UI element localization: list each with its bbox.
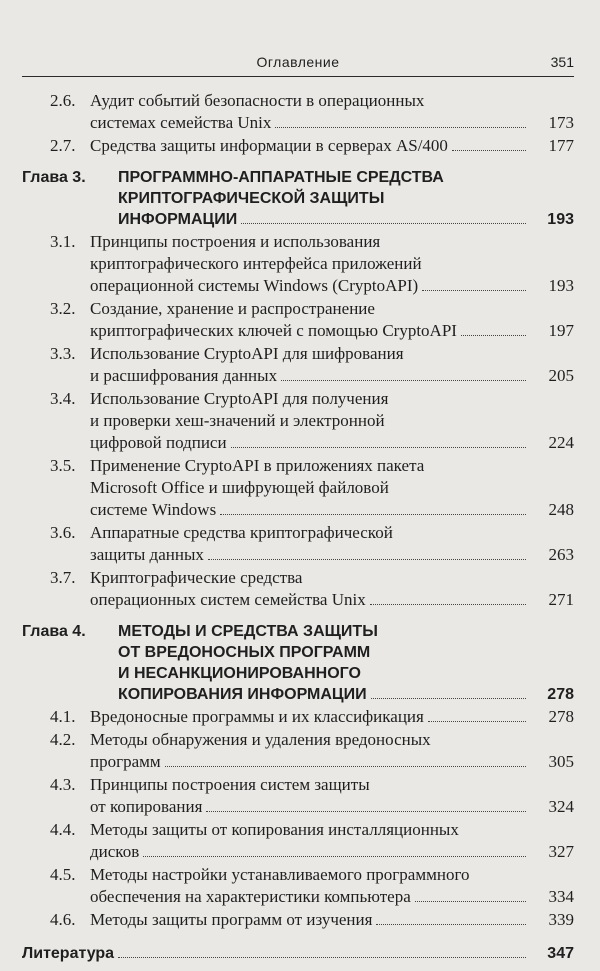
toc-entry-number: 3.7. (50, 568, 76, 587)
toc-page-number: 305 (548, 752, 574, 771)
dot-leader (241, 211, 526, 224)
toc-entry-number: 3.2. (50, 299, 76, 318)
dot-leader (422, 278, 526, 291)
toc-entry-title-line: операционных систем семейства Unix (90, 589, 528, 611)
toc-page-number: 193 (548, 276, 574, 295)
toc-page-number: 347 (547, 945, 574, 962)
dot-leader (370, 592, 526, 605)
toc-entry-title-line: МЕТОДЫ И СРЕДСТВА ЗАЩИТЫ (118, 623, 378, 640)
toc-entry-number: 3.4. (50, 389, 76, 408)
toc-entry-title-line: Создание, хранение и распространение (90, 299, 375, 318)
toc-entry-number: Глава 4. (22, 623, 86, 640)
toc-page-number: 248 (548, 500, 574, 519)
toc-chapter (22, 621, 574, 705)
toc-entry-number: 4.2. (50, 730, 76, 749)
toc-page-number: 205 (548, 366, 574, 385)
toc-entry-title-line: дисков (90, 841, 528, 863)
toc-entry-number: 4.5. (50, 865, 76, 884)
toc-entry-number: 3.3. (50, 344, 76, 363)
toc-entry-title-line: и проверки хеш-значений и электронной (90, 411, 385, 430)
toc-entry-title-line: Принципы построения систем защиты (90, 775, 370, 794)
toc-entry-title-line: Аппаратные средства криптографической (90, 523, 393, 542)
toc-entry-title-line: Принципы построения и использования (90, 232, 381, 251)
toc-entry-title-line: КОПИРОВАНИЯ ИНФОРМАЦИИ (118, 684, 528, 705)
toc-entry-title-line: Применение CryptoAPI в приложениях пакета (90, 456, 425, 475)
toc-entry-title-line: защиты данных (90, 544, 528, 566)
toc-section (22, 864, 574, 908)
toc-entry-title-line: криптографических ключей с помощью CryptoAPI (90, 320, 528, 342)
dot-leader (281, 368, 526, 381)
toc-section (22, 455, 574, 521)
toc-page-number: 173 (548, 113, 574, 132)
dot-leader (220, 502, 526, 515)
dot-leader (118, 945, 526, 958)
toc-entry-title-line: криптографического интерфейса приложений (90, 254, 422, 273)
toc-entry-number: 2.7. (50, 136, 76, 155)
dot-leader (231, 435, 526, 448)
toc-page-number: 197 (548, 321, 574, 340)
toc-page-number: 263 (548, 545, 574, 564)
toc-entry-title-line: ИНФОРМАЦИИ (118, 209, 528, 230)
dot-leader (275, 115, 526, 128)
toc-entry-number: 4.4. (50, 820, 76, 839)
toc-entry-title-line: Литература (22, 943, 528, 965)
toc-entry-title-line: обеспечения на характеристики компьютера (90, 886, 528, 908)
toc-entry-number: 2.6. (50, 91, 76, 110)
toc-entry-title-line: программ (90, 751, 528, 773)
toc-chapter (22, 167, 574, 230)
toc-page-number: 339 (548, 910, 574, 929)
toc-entry-title-line: Microsoft Office и шифрующей файловой (90, 478, 389, 497)
toc-entry-number: Глава 3. (22, 169, 86, 186)
toc-entry-title-line: Вредоносные программы и их классификация (90, 706, 528, 728)
toc-entry-title-line: Методы обнаружения и удаления вредоносных (90, 730, 431, 749)
toc-section (22, 90, 574, 134)
toc-page-number: 278 (548, 707, 574, 726)
running-header-title: Оглавление (256, 54, 340, 70)
toc-section (22, 706, 574, 728)
page-number: 351 (550, 54, 574, 70)
toc-page-number: 327 (548, 842, 574, 861)
toc-section (22, 774, 574, 818)
toc-section (22, 909, 574, 931)
toc-entry-title-line: Криптографические средства (90, 568, 303, 587)
toc-entry-title-line: цифровой подписи (90, 432, 528, 454)
toc-entry-number: 3.6. (50, 523, 76, 542)
toc-section (22, 298, 574, 342)
toc-entry-title-line: системах семейства Unix (90, 112, 528, 134)
toc-entry-title-line: Аудит событий безопасности в операционных (90, 91, 425, 110)
toc-entry-number: 3.5. (50, 456, 76, 475)
toc-entry-title-line: операционной системы Windows (CryptoAPI) (90, 275, 528, 297)
toc-section (22, 522, 574, 566)
toc-entry-title-line: Использование CryptoAPI для шифрования (90, 344, 404, 363)
toc-entry-number: 3.1. (50, 232, 76, 251)
running-header (22, 52, 574, 77)
dot-leader (165, 754, 526, 767)
toc-bibliography (22, 943, 574, 965)
toc-section (22, 729, 574, 773)
toc-page-number: 324 (548, 797, 574, 816)
toc-section (22, 819, 574, 863)
toc-entry-number: 4.6. (50, 910, 76, 929)
dot-leader (415, 889, 526, 902)
toc-entry-title-line: ПРОГРАММНО-АППАРАТНЫЕ СРЕДСТВА (118, 169, 444, 186)
toc-entry-number: 4.1. (50, 707, 76, 726)
toc-entry-title-line: Методы защиты от копирования инсталляционных (90, 820, 459, 839)
dot-leader (461, 323, 526, 336)
toc-section (22, 567, 574, 611)
toc-entry-title-line: ОТ ВРЕДОНОСНЫХ ПРОГРАММ (118, 644, 371, 661)
toc-page-number: 224 (548, 433, 574, 452)
toc-page-number: 278 (547, 686, 574, 703)
dot-leader (143, 844, 526, 857)
table-of-contents (22, 90, 574, 965)
toc-entry-title-line: и расшифрования данных (90, 365, 528, 387)
toc-entry-title-line: КРИПТОГРАФИЧЕСКОЙ ЗАЩИТЫ (118, 190, 385, 207)
toc-section (22, 388, 574, 454)
toc-section (22, 135, 574, 157)
toc-section (22, 231, 574, 297)
toc-entry-title-line: Использование CryptoAPI для получения (90, 389, 389, 408)
toc-entry-title-line: Средства защиты информации в серверах AS/400 (90, 135, 528, 157)
dot-leader (376, 912, 526, 925)
dot-leader (371, 686, 526, 699)
dot-leader (206, 799, 526, 812)
toc-page-number: 193 (547, 211, 574, 228)
dot-leader (208, 547, 526, 560)
toc-entry-number: 4.3. (50, 775, 76, 794)
toc-section (22, 343, 574, 387)
dot-leader (452, 138, 526, 151)
toc-page-number: 334 (548, 887, 574, 906)
toc-entry-title-line: системе Windows (90, 499, 528, 521)
toc-page-number: 177 (548, 136, 574, 155)
toc-entry-title-line: от копирования (90, 796, 528, 818)
dot-leader (428, 709, 526, 722)
toc-page-number: 271 (548, 590, 574, 609)
toc-entry-title-line: Методы настройки устанавливаемого программного (90, 865, 470, 884)
toc-entry-title-line: И НЕСАНКЦИОНИРОВАННОГО (118, 665, 361, 682)
toc-entry-title-line: Методы защиты программ от изучения (90, 909, 528, 931)
